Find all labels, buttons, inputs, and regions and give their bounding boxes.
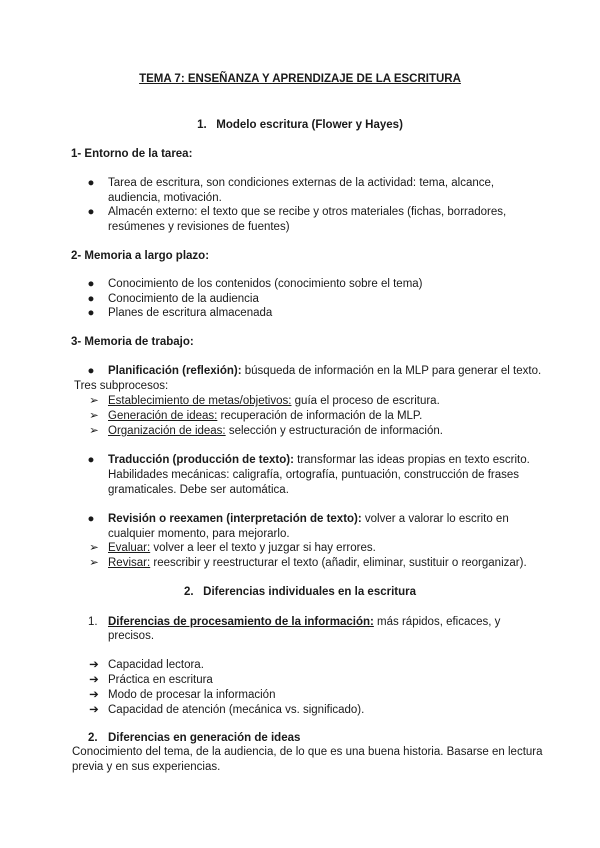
procesamiento-continuation: precisos. <box>108 630 155 642</box>
revision-sub-term: Evaluar: <box>108 542 151 554</box>
generacion-text: Conocimiento del tema, de la audiencia, de lo que es una buena historia. Basarse en lectura <box>72 746 543 758</box>
traduccion-continuation: gramaticales. Debe ser automática. <box>108 484 289 496</box>
procesamiento-item <box>108 615 500 630</box>
subprocess-item <box>108 409 422 424</box>
procesamiento-desc: más rápidos, eficaces, y <box>373 616 501 628</box>
bullet-dot-icon: ● <box>87 278 95 290</box>
section-2-heading <box>0 585 600 600</box>
traduccion-label: Traducción (producción de texto): <box>108 454 294 466</box>
bullet-dot-icon: ● <box>87 177 95 189</box>
subprocesos-intro: Tres subprocesos: <box>74 380 169 392</box>
bullet-dot-icon: ● <box>87 293 95 305</box>
numbered-item-number: 1. <box>88 616 98 628</box>
arrow-bullet-icon: ➔ <box>89 704 99 716</box>
arrow-list-item: Práctica en escritura <box>108 674 213 686</box>
traduccion-continuation: Habilidades mecánicas: caligrafía, ortografía, puntuación, construcción de frases <box>108 469 520 481</box>
page-title: TEMA 7: ENSEÑANZA Y APRENDIZAJE DE LA ESCRITURA <box>139 73 461 85</box>
arrow-bullet-icon: ➔ <box>89 659 99 671</box>
subprocess-desc: guía el proceso de escritura. <box>291 395 440 407</box>
bullet-dot-icon: ● <box>87 513 95 525</box>
arrow-list-item: Capacidad lectora. <box>108 659 204 671</box>
numbered-item-number: 2. <box>88 732 98 744</box>
procesamiento-term: Diferencias de procesamiento de la información: <box>108 616 374 628</box>
list-item: Tarea de escritura, son condiciones externas de la actividad: tema, alcance, <box>108 177 495 189</box>
entorno-heading: 1- Entorno de la tarea: <box>71 148 193 160</box>
section-1-heading <box>0 118 600 133</box>
revision-continuation: cualquier momento, para mejorarlo. <box>108 528 290 540</box>
list-item: Conocimiento de los contenidos (conocimiento sobre el tema) <box>108 278 423 290</box>
arrow-list-item: Capacidad de atención (mecánica vs. significado). <box>108 704 365 716</box>
revision-sub-term: Revisar: <box>108 557 151 569</box>
planificacion-label: Planificación (reflexión): <box>108 365 242 377</box>
list-item: Conocimiento de la audiencia <box>108 293 259 305</box>
chevron-bullet-icon: ➢ <box>89 395 99 407</box>
list-item-continuation: resúmenes y revisiones de fuentes) <box>108 221 290 233</box>
generacion-heading: Diferencias en generación de ideas <box>108 732 301 744</box>
subprocess-item <box>108 394 440 409</box>
section-1-number: 1. <box>197 119 207 131</box>
memoria-trabajo-heading: 3- Memoria de trabajo: <box>71 336 194 348</box>
subprocess-term: Establecimiento de metas/objetivos: <box>108 395 292 407</box>
revision-text: volver a valorar lo escrito en <box>361 513 509 525</box>
bullet-dot-icon: ● <box>87 454 95 466</box>
subprocess-desc: recuperación de información de la MLP. <box>217 410 423 422</box>
revision-sub-desc: volver a leer el texto y juzgar si hay errores. <box>150 542 376 554</box>
revision-sub-item <box>108 541 376 556</box>
traduccion-text: transformar las ideas propias en texto escrito. <box>293 454 530 466</box>
list-item-continuation: audiencia, motivación. <box>108 192 222 204</box>
subprocess-desc: selección y estructuración de información. <box>225 425 443 437</box>
list-item: Planes de escritura almacenada <box>108 307 273 319</box>
section-2-title: Diferencias individuales en la escritura <box>203 586 417 598</box>
chevron-bullet-icon: ➢ <box>89 410 99 422</box>
subprocess-term: Generación de ideas: <box>108 410 218 422</box>
arrow-bullet-icon: ➔ <box>89 689 99 701</box>
section-2-number: 2. <box>183 586 194 598</box>
bullet-dot-icon: ● <box>87 307 95 319</box>
chevron-bullet-icon: ➢ <box>89 425 99 437</box>
bullet-dot-icon: ● <box>87 206 95 218</box>
revision-sub-item <box>108 556 527 571</box>
planificacion-text: búsqueda de información en la MLP para generar el texto. <box>241 365 542 377</box>
list-item: Almacén externo: el texto que se recibe y otros materiales (fichas, borradores, <box>108 206 507 218</box>
generacion-text-continuation: previa y en sus experiencias. <box>72 761 221 773</box>
arrow-list-item: Modo de procesar la información <box>108 689 276 701</box>
subprocess-term: Organización de ideas: <box>108 425 226 437</box>
subprocess-item <box>108 424 443 439</box>
chevron-bullet-icon: ➢ <box>89 542 99 554</box>
revision-sub-desc: reescribir y reestructurar el texto (añadir, eliminar, sustituir o reorganizar). <box>150 557 527 569</box>
planificacion-item <box>108 364 541 379</box>
revision-label: Revisión o reexamen (interpretación de texto): <box>108 513 362 525</box>
revision-item <box>108 512 509 527</box>
arrow-bullet-icon: ➔ <box>89 674 99 686</box>
chevron-bullet-icon: ➢ <box>89 557 99 569</box>
section-1-title: Modelo escritura (Flower y Hayes) <box>216 119 403 131</box>
traduccion-item <box>108 453 530 468</box>
memoria-largo-heading: 2- Memoria a largo plazo: <box>71 250 210 262</box>
bullet-dot-icon: ● <box>87 365 95 377</box>
